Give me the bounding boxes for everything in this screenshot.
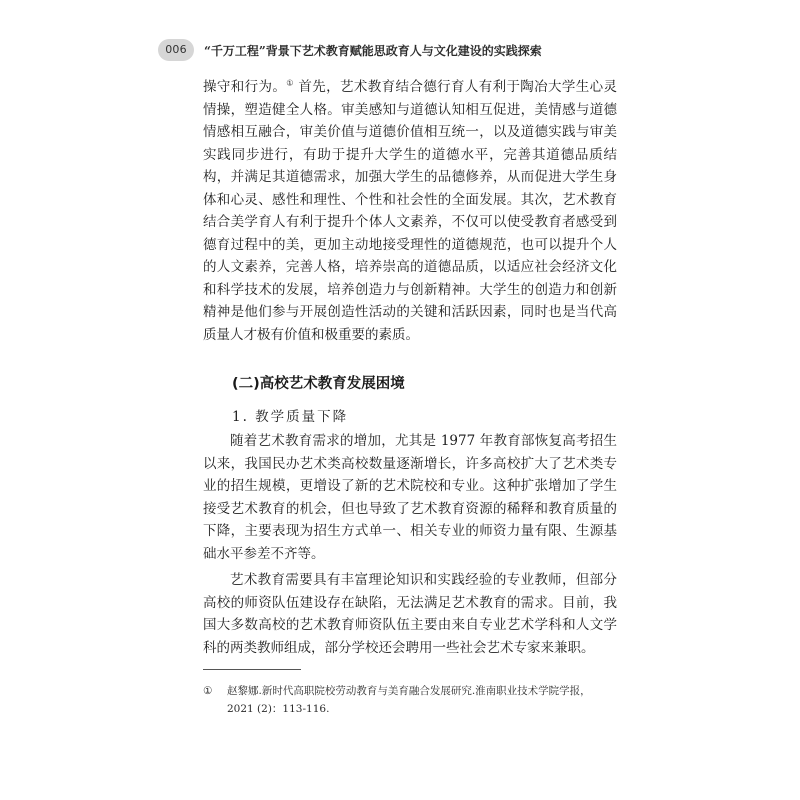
paragraph-3: 艺术教育需要具有丰富理论知识和实践经验的专业教师，但部分高校的师资队伍建设存在缺陷，无法满足艺术教育的需求。目前，我国大多数高校的艺术教育师资队伍主要由来自专业艺术学科和人文学科的两类教师组成，部分学校还会聘用一些社会艺术专家来兼职。 <box>203 572 617 656</box>
page-number-badge: 006 <box>158 39 194 61</box>
body-text-bottom <box>203 430 617 659</box>
footnote-divider <box>203 669 301 670</box>
footnote-mark: ① <box>203 685 213 697</box>
body-text-top <box>203 76 617 346</box>
footnote-text-2: 2021 (2)：113-116. <box>227 703 330 715</box>
paragraph-1-start: 操守和行为。 <box>203 79 287 95</box>
page-header <box>158 37 718 65</box>
footnote <box>203 682 617 718</box>
footnote-line-1 <box>203 682 617 700</box>
footnote-text-1: 赵黎娜.新时代高职院校劳动教育与美育融合发展研究.淮南职业技术学院学报， <box>227 685 591 697</box>
section-heading: (二)高校艺术教育发展困境 <box>232 376 405 392</box>
paragraph-1-rest: 首先，艺术教育结合德行育人有利于陶冶大学生心灵情操，塑造健全人格。审美感知与道德认知相互促进，美情感与道德情感相互融合，审美价值与道德价值相互统一，以及道德实践与审美实践同步进行，有助于提升大学生的道德水平，完善其道德品质结构，并满足其道德需求，加强大学生的品德修养，从而促进大学生身体和心灵、感性和理性、个性和社会性的全面发展。其次，艺术教育结合美学育人有利于提升个体人文素养，不仅可以使受教育者感受到德育过程中的美，更加主动地接受理性的道德规范，也可以提升个人的人文素养，完善人格，培养崇高的道德品质，以适应社会经济文化和科学技术的发展，培养创造力与创新精神。大学生的创造力和创新精神是他们参与开展创造性活动的关键和活跃因素，同时也是当代高质量人才极有价值和极重要的素质。 <box>203 79 618 343</box>
footnote-reference[interactable]: ① <box>286 78 294 88</box>
running-title: “千万工程”背景下艺术教育赋能思政育人与文化建设的实践探索 <box>204 44 542 58</box>
paragraph-1 <box>203 76 617 346</box>
sub-heading: 1. 教学质量下降 <box>232 409 349 425</box>
paragraph-2: 随着艺术教育需求的增加，尤其是 1977 年教育部恢复高考招生以来，我国民办艺术类高校数量逐渐增长，许多高校扩大了艺术类专业的招生规模，更增设了新的艺术院校和专业。这种扩张增加了学生接受艺术教育的机会，但也导致了艺术教育资源的稀释和教育质量的下降，主要表现为招生方式单一、相关专业的师资力量有限、生源基础水平参差不齐等。 <box>203 433 617 562</box>
